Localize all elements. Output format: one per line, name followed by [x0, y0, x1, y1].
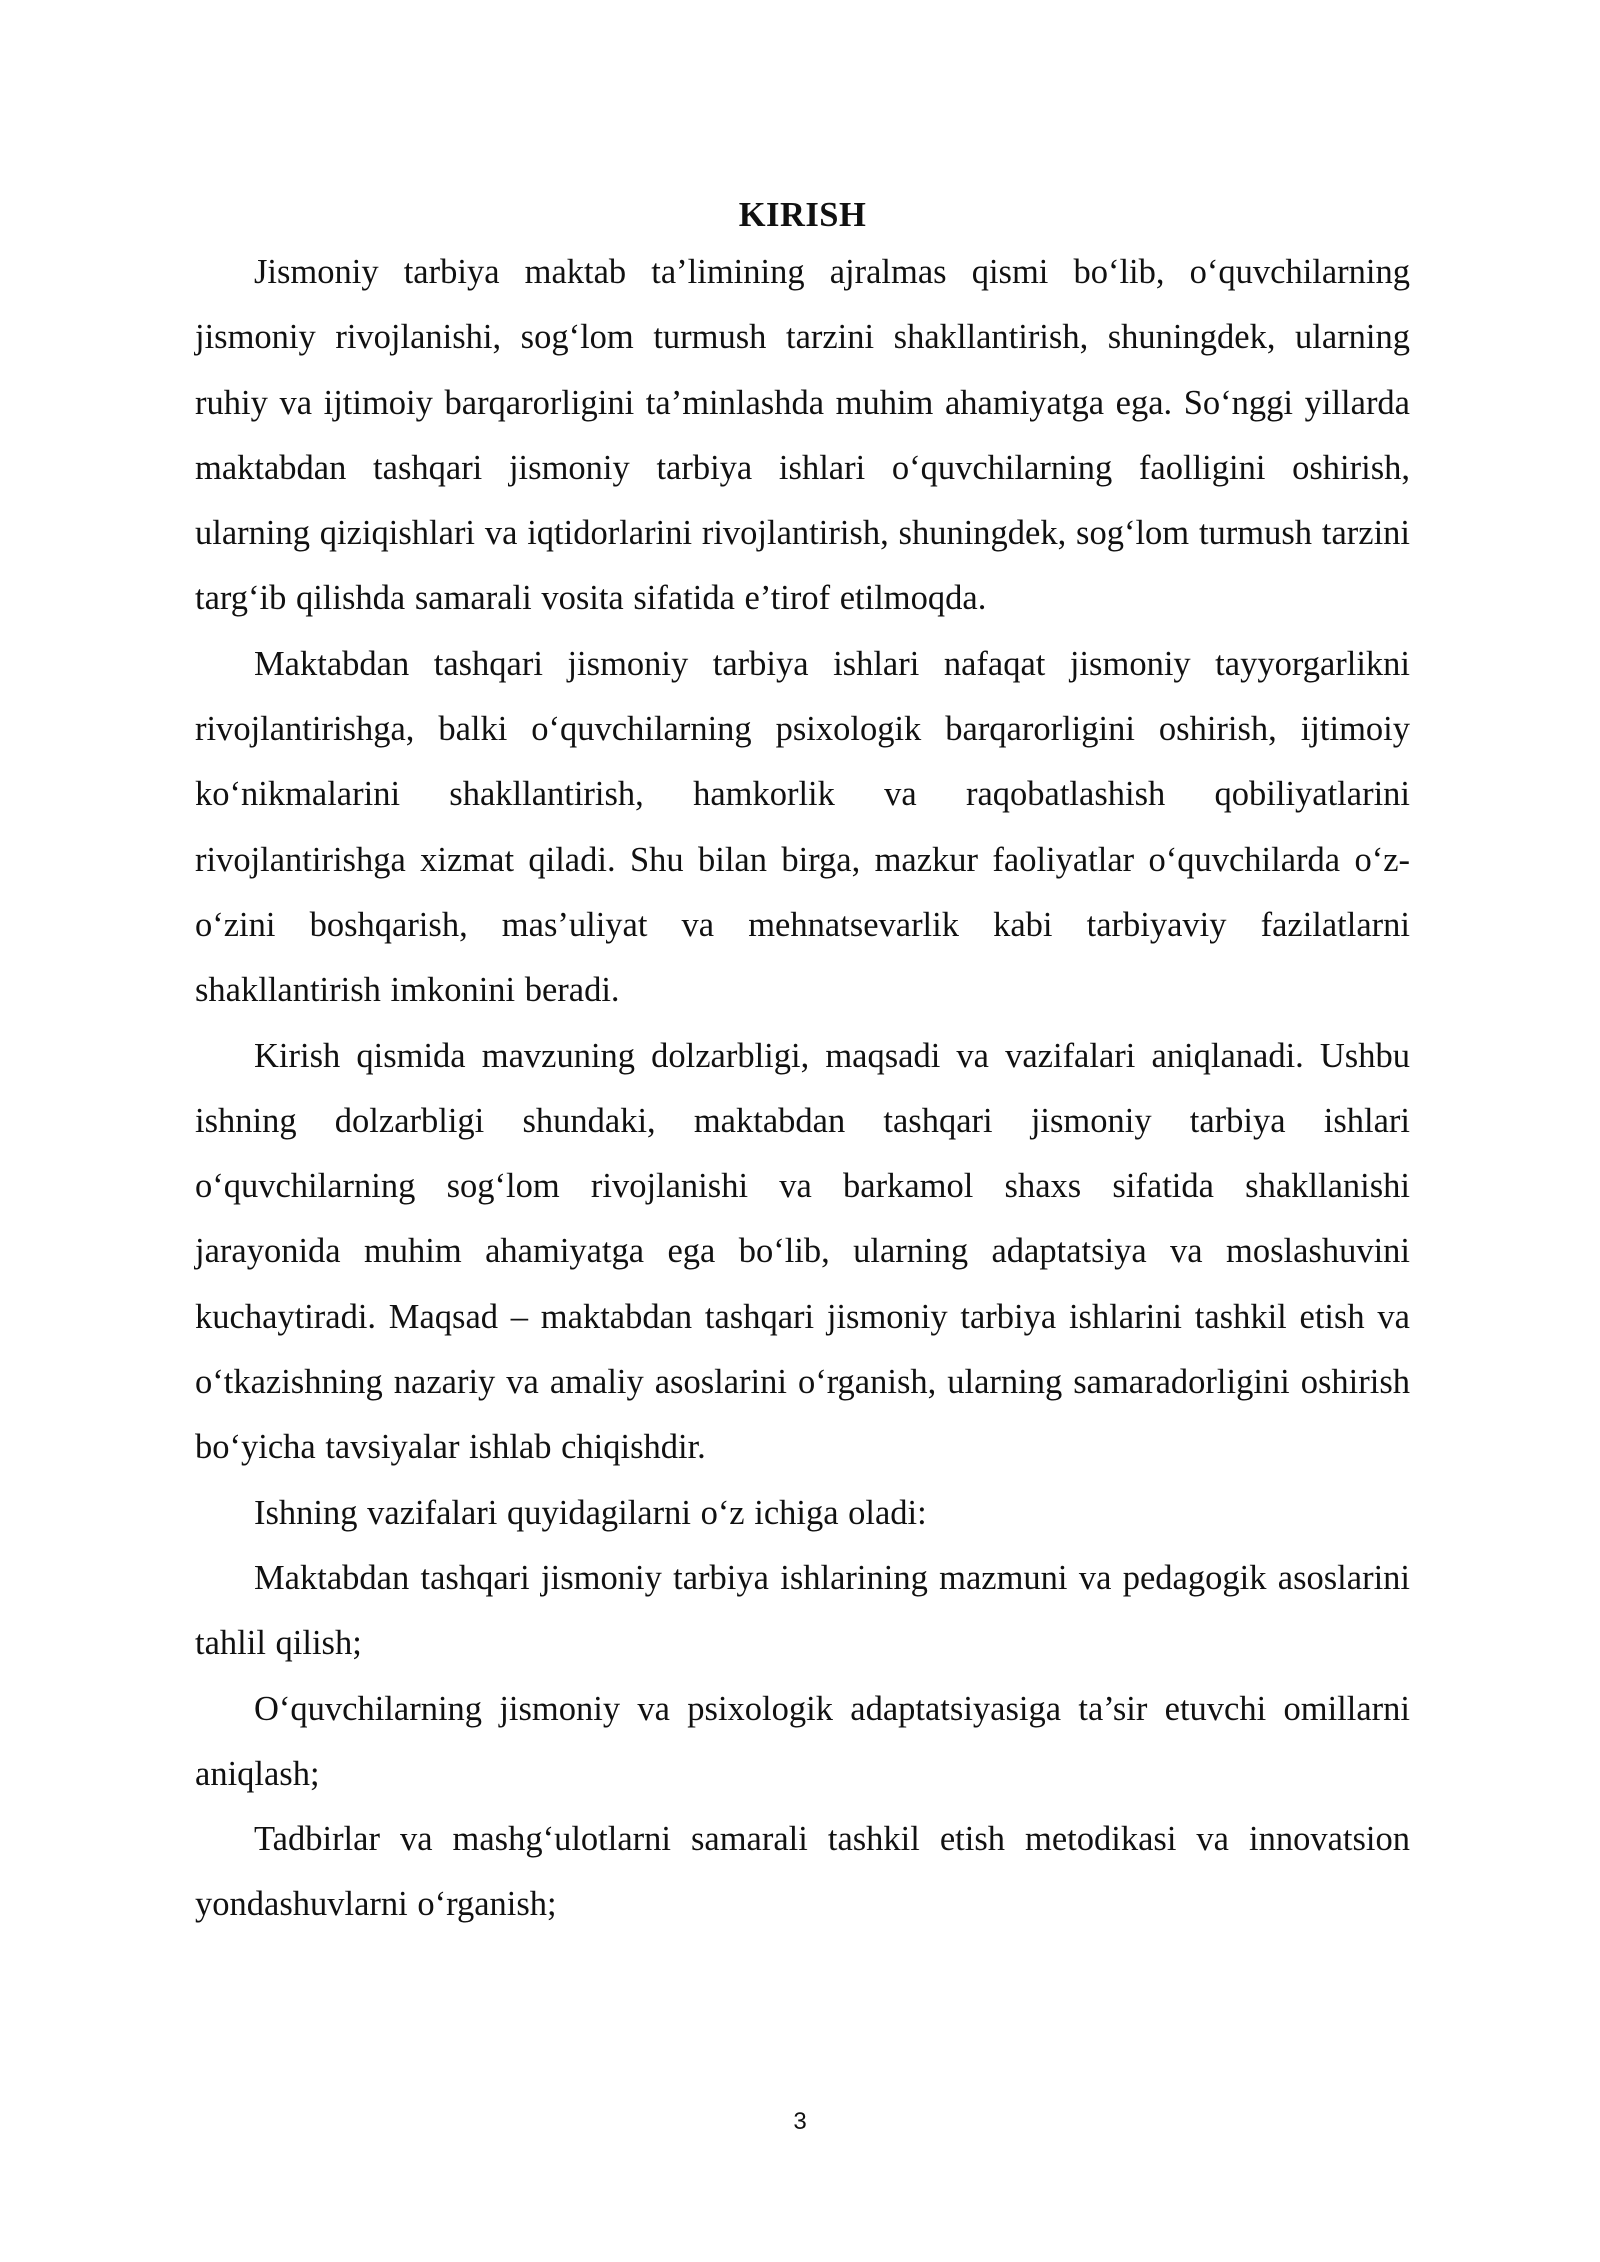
paragraph-tasks-intro: Ishning vazifalari quyidagilarni o‘z ichiga oladi:: [254, 1493, 927, 1532]
section-title: KIRISH: [738, 196, 867, 234]
paragraph-relevance-goal: Kirish qismida mavzuning dolzarbligi, maqsadi va vazifalari aniqlanadi. Ushbu ishning dolzarbligi shundaki, maktabdan tashqari jismoniy tarbiya ishlari o‘quvchilarning sog‘lom rivojlanishi va barkamol shaxs sifatida shakllanishi jarayonida muhim ahamiyatga ega bo‘lib, ularning adaptatsiya va moslashuvini kuchaytiradi. Maqsad – maktabdan tashqari jismoniy tarbiya ishlarini tashkil etish va o‘tkazishning nazariy va amaliy asoslarini o‘rganish, ularning samaradorligini oshirish bo‘yicha tavsiyalar ishlab chiqishdir.: [195, 1036, 1410, 1467]
paragraph-task-2: O‘quvchilarning jismoniy va psixologik adaptatsiyasiga ta’sir etuvchi omillarni aniqlash;: [195, 1689, 1410, 1793]
paragraph-task-1: Maktabdan tashqari jismoniy tarbiya ishlarining mazmuni va pedagogik asoslarini tahlil qilish;: [195, 1558, 1410, 1663]
page-number: 3: [793, 2108, 807, 2135]
paragraph-intro: Jismoniy tarbiya maktab ta’limining ajralmas qismi bo‘lib, o‘quvchilarning jismoniy rivojlanishi, sog‘lom turmush tarzini shakllantirish, shuningdek, ularning ruhiy va ijtimoiy barqarorligini ta’minlashda muhim ahamiyatga ega. So‘nggi yillarda maktabdan tashqari jismoniy tarbiya ishlari o‘quvchilarning faolligini oshirish, ularning qiziqishlari va iqtidorlarini rivojlantirish, shuningdek, sog‘lom turmush tarzini targ‘ib qilishda samarali vosita sifatida e’tirof etilmoqda.: [195, 253, 1410, 618]
paragraph-extracurricular: Maktabdan tashqari jismoniy tarbiya ishlari nafaqat jismoniy tayyorgarlikni rivojlantirishga, balki o‘quvchilarning psixologik barqarorligini oshirish, ijtimoiy ko‘nikmalarini shakllantirish, hamkorlik va raqobatlashish qobiliyatlarini rivojlantirishga xizmat qiladi. Shu bilan birga, mazkur faoliyatlar o‘quvchilarda o‘z-o‘zini boshqarish, mas’uliyat va mehnatsevarlik kabi tarbiyaviy fazilatlarni shakllantirish imkonini beradi.: [195, 644, 1410, 1010]
paragraph-task-3: Tadbirlar va mashg‘ulotlarni samarali tashkil etish metodikasi va innovatsion yondashuvlarni o‘rganish;: [195, 1820, 1410, 1924]
page-content: [195, 190, 1410, 1938]
